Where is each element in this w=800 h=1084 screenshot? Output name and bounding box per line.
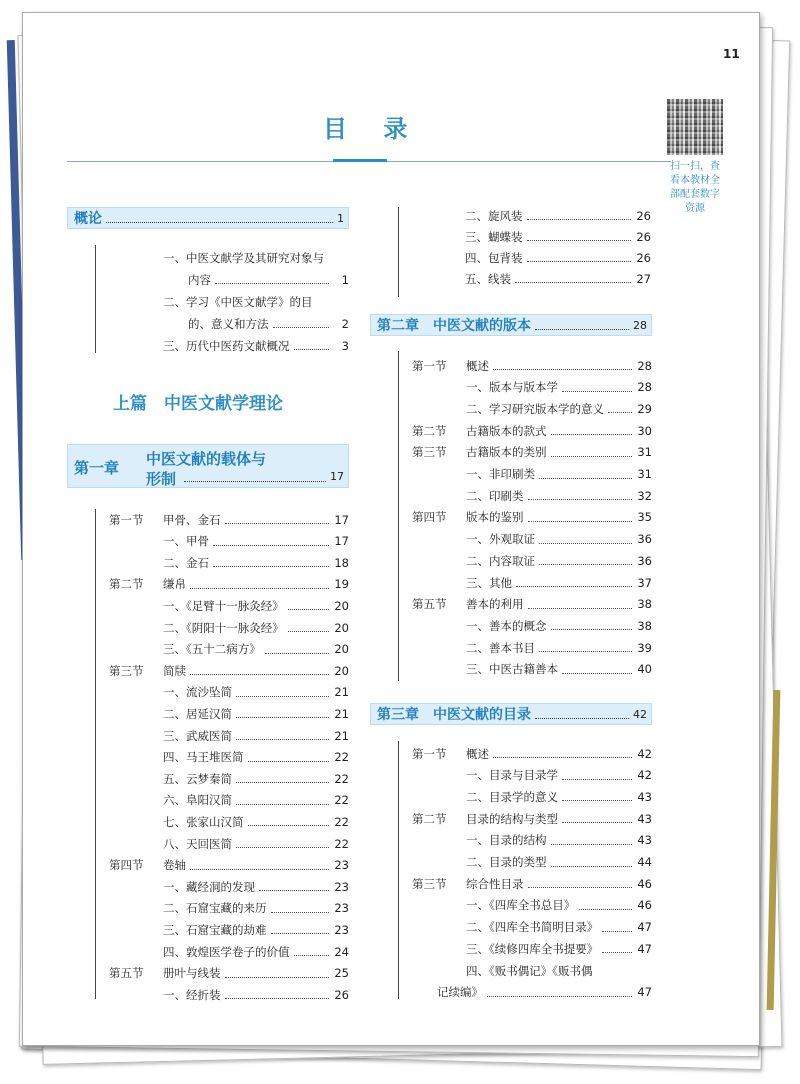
toc-entry[interactable] (412, 529, 652, 550)
page-number: 11 (723, 47, 740, 61)
toc-section-entry[interactable] (412, 442, 652, 463)
entry-text: 一、《足臂十一脉灸经》 (163, 598, 284, 613)
entry-page: 46 (637, 898, 652, 913)
toc-section-entry[interactable] (109, 509, 349, 530)
toc-entry[interactable] (109, 595, 349, 616)
toc-entry[interactable]: 一、中医文献学及其研究对象与 (163, 250, 324, 265)
section-label: 第三节 (109, 663, 144, 678)
toc-section-entry[interactable] (412, 743, 652, 764)
toc-section-entry[interactable] (412, 507, 652, 528)
leader-dots (236, 696, 329, 697)
leader-dots (528, 521, 633, 522)
entry-text: 古籍版本的类别 (466, 445, 547, 460)
entry-page: 30 (637, 423, 652, 438)
entry-page: 20 (334, 663, 349, 678)
leader-dots (562, 391, 632, 392)
leader-dots (562, 800, 632, 801)
toc-entry[interactable] (412, 895, 652, 916)
entry-page: 19 (334, 577, 349, 592)
section-label: 第三节 (412, 876, 447, 891)
entry-text: 二、金石 (163, 555, 209, 570)
toc-entry[interactable] (109, 617, 349, 638)
entry-page: 35 (637, 510, 652, 525)
entry-page: 38 (637, 597, 652, 612)
toc-entry[interactable] (465, 247, 651, 268)
leader-dots (562, 673, 632, 674)
section-label: 第三节 (412, 445, 447, 460)
entry-text: 三、石窟宝藏的劫难 (163, 922, 267, 937)
leader-dots (539, 564, 632, 565)
entry-text: 二、学习研究版本学的意义 (466, 401, 604, 416)
leader-dots (288, 631, 329, 632)
entry-page: 24 (334, 944, 349, 959)
toc-entry[interactable] (412, 659, 652, 680)
toc-section-entry[interactable] (109, 855, 349, 876)
entry-text: 三、《五十二病方》 (163, 642, 261, 657)
toc-section-entry[interactable] (412, 355, 652, 376)
leader-dots (236, 717, 329, 718)
entry-page: 21 (334, 728, 349, 743)
toc-entry[interactable] (465, 205, 651, 226)
toc-entry[interactable] (109, 811, 349, 832)
leader-dots (539, 651, 632, 652)
section-label: 第二节 (412, 423, 447, 438)
toc-section-entry[interactable] (412, 873, 652, 894)
leader-dots (516, 586, 632, 587)
entry-page: 22 (334, 836, 349, 851)
toc-bracket (95, 245, 96, 353)
leader-dots (225, 998, 330, 999)
entry-text: 缣帛 (163, 577, 186, 592)
leader-dots (551, 434, 633, 435)
entry-text: 一、《四库全书总目》 (466, 898, 576, 913)
entry-page: 36 (637, 553, 652, 568)
entry-page: 43 (637, 833, 652, 848)
toc-entry[interactable] (465, 226, 651, 247)
leader-dots (602, 931, 632, 932)
section-label: 第五节 (412, 597, 447, 612)
entry-page: 36 (637, 532, 652, 547)
leader-dots (259, 890, 329, 891)
toc-section-entry[interactable] (109, 963, 349, 984)
entry-text: 概述 (466, 746, 489, 761)
toc-entry[interactable] (412, 960, 652, 981)
toc-entry[interactable] (109, 984, 349, 1005)
entry-text: 目录的结构与类型 (466, 811, 558, 826)
entry-page: 17 (334, 534, 349, 549)
entry-page: 20 (334, 620, 349, 635)
leader-dots (487, 996, 632, 997)
leader-dots (225, 523, 330, 524)
leader-dots (608, 412, 632, 413)
entry-text: 七、张家山汉简 (163, 814, 244, 829)
leader-dots (602, 952, 632, 953)
entry-text: 古籍版本的款式 (466, 423, 547, 438)
entry-page: 37 (637, 575, 652, 590)
entry-text: 二、《四库全书简明目录》 (466, 920, 599, 935)
leader-dots (236, 804, 329, 805)
leader-dots (236, 739, 329, 740)
entry-page: 26 (636, 229, 651, 244)
leader-dots (539, 543, 632, 544)
entry-page: 23 (334, 901, 349, 916)
entry-page: 39 (637, 640, 652, 655)
entry-text: 二、旋风装 (465, 208, 523, 223)
part-title: 上篇 中医文献学理论 (113, 394, 283, 414)
toc-page (22, 12, 760, 1046)
section-label: 第二节 (412, 811, 447, 826)
entry-page: 21 (334, 706, 349, 721)
toc-entry[interactable]: 三、历代中医药文献概况 3 (163, 338, 349, 353)
entry-text: 二、《阴阳十一脉灸经》 (163, 620, 284, 635)
toc-entry[interactable] (109, 639, 349, 660)
toc-entry[interactable] (412, 765, 652, 786)
leader-dots (271, 933, 330, 934)
entry-page: 42 (637, 768, 652, 783)
entry-page: 47 (637, 920, 652, 935)
toc-section-entry[interactable] (109, 574, 349, 595)
leader-dots (248, 761, 330, 762)
leader-dots (225, 977, 330, 978)
entry-page: 26 (334, 987, 349, 1002)
entry-text: 四、包背装 (465, 250, 523, 265)
toc-entry[interactable] (109, 531, 349, 552)
toc-entry[interactable] (412, 917, 652, 938)
entry-text: 一、版本与版本学 (466, 380, 558, 395)
leader-dots (539, 478, 632, 479)
toc-section-entry[interactable] (412, 594, 652, 615)
leader-dots (190, 869, 329, 870)
leader-dots (562, 822, 632, 823)
leader-dots (579, 909, 632, 910)
toc-entry[interactable] (109, 941, 349, 962)
entry-text: 一、目录与目录学 (466, 768, 558, 783)
leader-dots (551, 456, 633, 457)
toc-entry[interactable] (109, 833, 349, 854)
toc-entry[interactable] (412, 615, 652, 636)
entry-text: 善本的利用 (466, 597, 524, 612)
toc-entry[interactable] (412, 377, 652, 398)
toc-caption-chapter3[interactable]: 第三章 中医文献的目录 42 (370, 703, 652, 725)
entry-text: 三、其他 (466, 575, 512, 590)
qr-caption: 扫一扫，查 看本教材全 部配套数字 资源 (670, 161, 720, 214)
toc-entry[interactable] (109, 768, 349, 789)
section-label: 第一节 (412, 358, 447, 373)
section-label: 第四节 (109, 858, 144, 873)
entry-text: 三、中医古籍善本 (466, 662, 558, 677)
leader-dots (551, 866, 633, 867)
toc-section-entry[interactable] (109, 660, 349, 681)
entry-page: 28 (637, 380, 652, 395)
entry-text: 三、蝴蝶装 (465, 229, 523, 244)
leader-dots (213, 566, 329, 567)
entry-page: 20 (334, 598, 349, 613)
entry-page: 31 (637, 445, 652, 460)
leader-dots (551, 629, 633, 630)
entry-text: 版本的鉴别 (466, 510, 524, 525)
leader-dots (288, 609, 329, 610)
entry-text: 三、武威医简 (163, 728, 232, 743)
toc-entry[interactable] (412, 464, 652, 485)
entry-page: 22 (334, 750, 349, 765)
toc-entry[interactable] (109, 898, 349, 919)
leader-dots (527, 219, 632, 220)
leader-dots (551, 844, 633, 845)
entry-text: 四、《贩书偶记》《贩书偶 (466, 963, 593, 978)
toc-caption-intro[interactable]: 概论 1 (67, 207, 349, 229)
entry-text: 五、线装 (465, 271, 511, 286)
page-title: 目 录 (323, 114, 422, 143)
toc-entry[interactable] (465, 268, 651, 289)
toc-entry[interactable]: 二、学习《中医文献学》的目 (163, 294, 313, 309)
entry-page: 21 (334, 685, 349, 700)
entry-page: 25 (334, 966, 349, 981)
entry-page: 27 (636, 271, 651, 286)
entry-text: 二、善本书目 (466, 640, 535, 655)
toc-caption-chapter1[interactable]: 第一章 中医文献的载体与 形制 17 (67, 444, 349, 488)
leader-dots (528, 499, 633, 500)
entry-page: 40 (637, 662, 652, 677)
entry-page: 46 (637, 876, 652, 891)
entry-page: 29 (637, 401, 652, 416)
leader-dots (236, 847, 329, 848)
entry-page: 31 (637, 467, 652, 481)
toc-entry[interactable] (412, 786, 652, 807)
entry-text: 册叶与线装 (163, 966, 221, 981)
entry-page: 22 (334, 771, 349, 786)
entry-text: 四、马王堆医简 (163, 750, 244, 765)
entry-text: 六、阜阳汉简 (163, 793, 232, 808)
entry-page: 23 (334, 922, 349, 937)
toc-entry-cont[interactable]: 的、意义和方法 2 (188, 316, 349, 331)
entry-text: 三、《续修四库全书提要》 (466, 941, 599, 956)
entry-text: 一、外观取证 (466, 532, 535, 547)
entry-text: 记续编》 (437, 985, 483, 1000)
leader-dots (515, 282, 631, 283)
entry-text: 甲骨、金石 (163, 512, 221, 527)
toc-bracket (95, 509, 96, 999)
toc-entry[interactable] (412, 398, 652, 419)
toc-entry[interactable] (437, 982, 652, 1003)
entry-text: 一、非印刷类 (466, 467, 535, 481)
entry-page: 22 (334, 814, 349, 829)
toc-entry[interactable] (412, 550, 652, 571)
entry-page: 47 (637, 985, 652, 1000)
entry-page: 38 (637, 618, 652, 633)
entry-text: 二、居延汉简 (163, 706, 232, 721)
entry-text: 一、善本的概念 (466, 618, 547, 633)
entry-text: 卷轴 (163, 858, 186, 873)
entry-page: 23 (334, 858, 349, 873)
leader-dots (493, 757, 632, 758)
entry-page: 26 (636, 250, 651, 265)
entry-text: 四、敦煌医学卷子的价值 (163, 944, 290, 959)
toc-entry[interactable] (412, 852, 652, 873)
leader-dots (265, 653, 329, 654)
leader-dots (294, 955, 330, 956)
section-label: 第一节 (109, 512, 144, 527)
toc-entry[interactable] (109, 703, 349, 724)
leader-dots (527, 240, 632, 241)
title-accent (333, 159, 387, 162)
toc-entry[interactable] (109, 876, 349, 897)
entry-page: 47 (637, 941, 652, 956)
entry-text: 概述 (466, 358, 489, 373)
toc-bracket (398, 741, 399, 999)
entry-text: 二、目录学的意义 (466, 789, 558, 804)
toc-caption-chapter2[interactable]: 第二章 中医文献的版本 28 (370, 314, 652, 336)
toc-entry[interactable] (412, 485, 652, 506)
toc-bracket (398, 207, 399, 297)
entry-page: 43 (637, 789, 652, 804)
section-label: 第四节 (412, 510, 447, 525)
leader-dots (190, 588, 329, 589)
entry-page: 43 (637, 811, 652, 826)
toc-entry[interactable] (109, 552, 349, 573)
toc-entry[interactable] (109, 747, 349, 768)
entry-page: 42 (637, 746, 652, 761)
entry-text: 五、云梦秦简 (163, 771, 232, 786)
leader-dots (528, 887, 633, 888)
entry-text: 一、藏经洞的发现 (163, 879, 255, 894)
qr-code[interactable] (667, 99, 723, 155)
leader-dots (527, 261, 632, 262)
entry-text: 二、印刷类 (466, 488, 524, 503)
leader-dots (271, 912, 330, 913)
entry-text: 一、流沙坠简 (163, 685, 232, 700)
toc-entry[interactable] (412, 938, 652, 959)
entry-text: 二、内容取证 (466, 553, 535, 568)
section-label: 第二节 (109, 577, 144, 592)
toc-entry[interactable] (412, 572, 652, 593)
toc-entry[interactable] (109, 919, 349, 940)
leader-dots (493, 369, 632, 370)
toc-section-entry[interactable] (412, 420, 652, 441)
leader-dots (562, 779, 632, 780)
entry-page: 23 (334, 879, 349, 894)
entry-page: 32 (637, 488, 652, 503)
leader-dots (528, 608, 633, 609)
entry-text: 二、目录的类型 (466, 855, 547, 869)
toc-entry[interactable] (109, 725, 349, 746)
entry-page: 26 (636, 208, 651, 223)
entry-text: 一、甲骨 (163, 534, 209, 549)
leader-dots (213, 545, 329, 546)
leader-dots (236, 782, 329, 783)
entry-text: 综合性目录 (466, 876, 524, 891)
entry-page: 44 (637, 855, 652, 869)
toc-entry-cont[interactable]: 内容 1 (188, 272, 349, 287)
section-label: 第一节 (412, 746, 447, 761)
toc-entry[interactable] (109, 790, 349, 811)
leader-dots (248, 825, 330, 826)
entry-text: 二、石窟宝藏的来历 (163, 901, 267, 916)
entry-page: 17 (334, 512, 349, 527)
toc-entry[interactable] (109, 682, 349, 703)
toc-entry[interactable] (412, 637, 652, 658)
entry-page: 18 (334, 555, 349, 570)
leader-dots (190, 674, 329, 675)
entry-page: 28 (637, 358, 652, 373)
toc-section-entry[interactable] (412, 808, 652, 829)
toc-entry[interactable] (412, 830, 652, 851)
entry-page: 20 (334, 642, 349, 657)
section-label: 第五节 (109, 966, 144, 981)
entry-page: 22 (334, 793, 349, 808)
entry-text: 一、经折装 (163, 987, 221, 1002)
entry-text: 一、目录的结构 (466, 833, 547, 848)
toc-bracket (398, 351, 399, 681)
entry-text: 简牍 (163, 663, 186, 678)
entry-text: 八、天回医简 (163, 836, 232, 851)
